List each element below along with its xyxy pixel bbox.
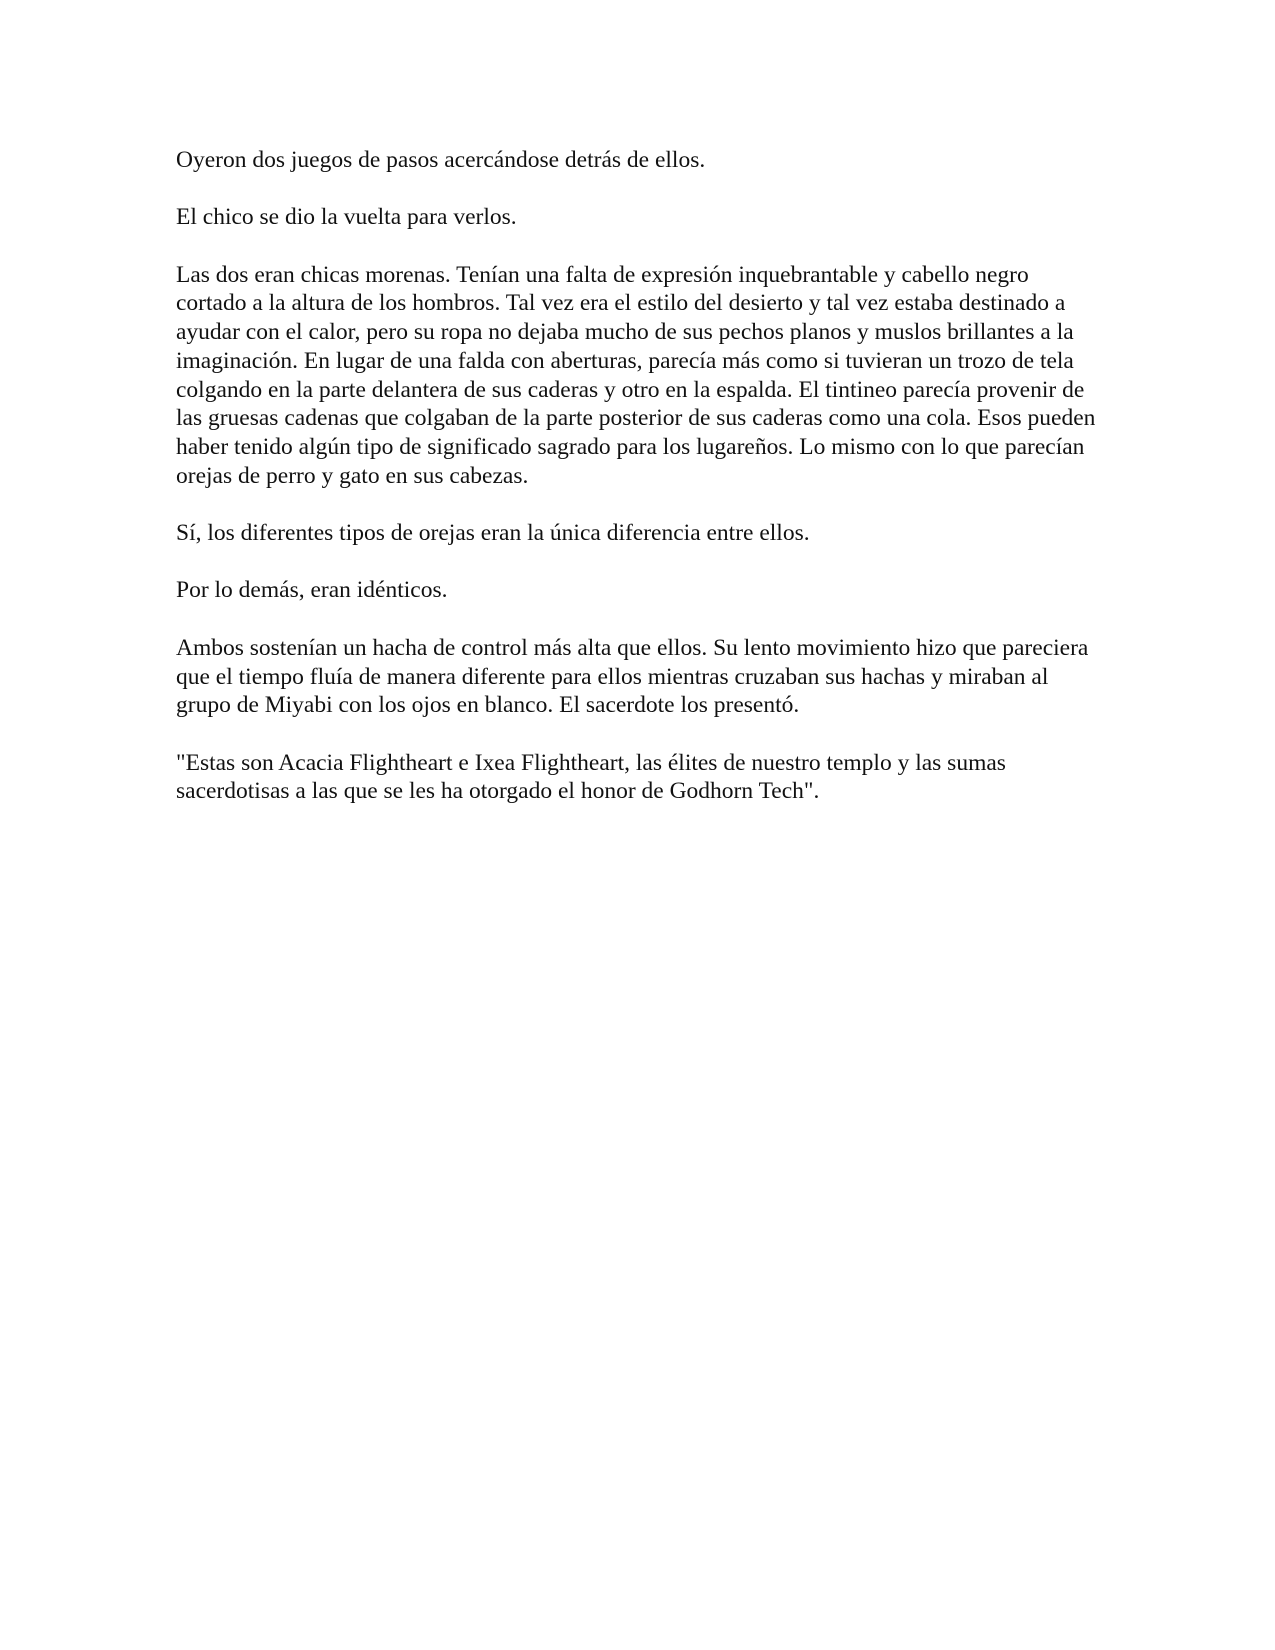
document-body — [176, 146, 1096, 835]
paragraph-6: Ambos sostenían un hacha de control más alta que ellos. Su lento movimiento hizo que pareciera que el tiempo fluía de manera diferente para ellos mientras cruzaban sus hachas y miraban al grupo de Miyabi con los ojos en blanco. El sacerdote los presentó. — [176, 634, 1089, 719]
paragraph-3: Las dos eran chicas morenas. Tenían una falta de expresión inquebrantable y cabello negro cortado a la altura de los hombros. Tal vez era el estilo del desierto y tal vez estaba destinado a ayudar con el calor, pero su ropa no dejaba mucho de sus pechos planos y muslos brillantes a la imaginación. En lugar de una falda con aberturas, parecía más como si tuvieran un trozo de tela colgando en la parte delantera de sus caderas y otro en la espalda. El tintineo parecía provenir de las gruesas cadenas que colgaban de la parte posterior de sus caderas como una cola. Esos pueden haber tenido algún tipo de significado sagrado para los lugareños. Lo mismo con lo que parecían orejas de perro y gato en sus cabezas. — [176, 261, 1096, 489]
paragraph-7: "Estas son Acacia Flightheart e Ixea Flightheart, las élites de nuestro templo y las sumas sacerdotisas a las que se les ha otorgado el honor de Godhorn Tech". — [176, 749, 1006, 805]
paragraph-2: El chico se dio la vuelta para verlos. — [176, 204, 517, 231]
paragraph-5: Por lo demás, eran idénticos. — [176, 577, 448, 604]
paragraph-4: Sí, los diferentes tipos de orejas eran la única diferencia entre ellos. — [176, 520, 810, 547]
paragraph-1: Oyeron dos juegos de pasos acercándose detrás de ellos. — [176, 147, 706, 173]
